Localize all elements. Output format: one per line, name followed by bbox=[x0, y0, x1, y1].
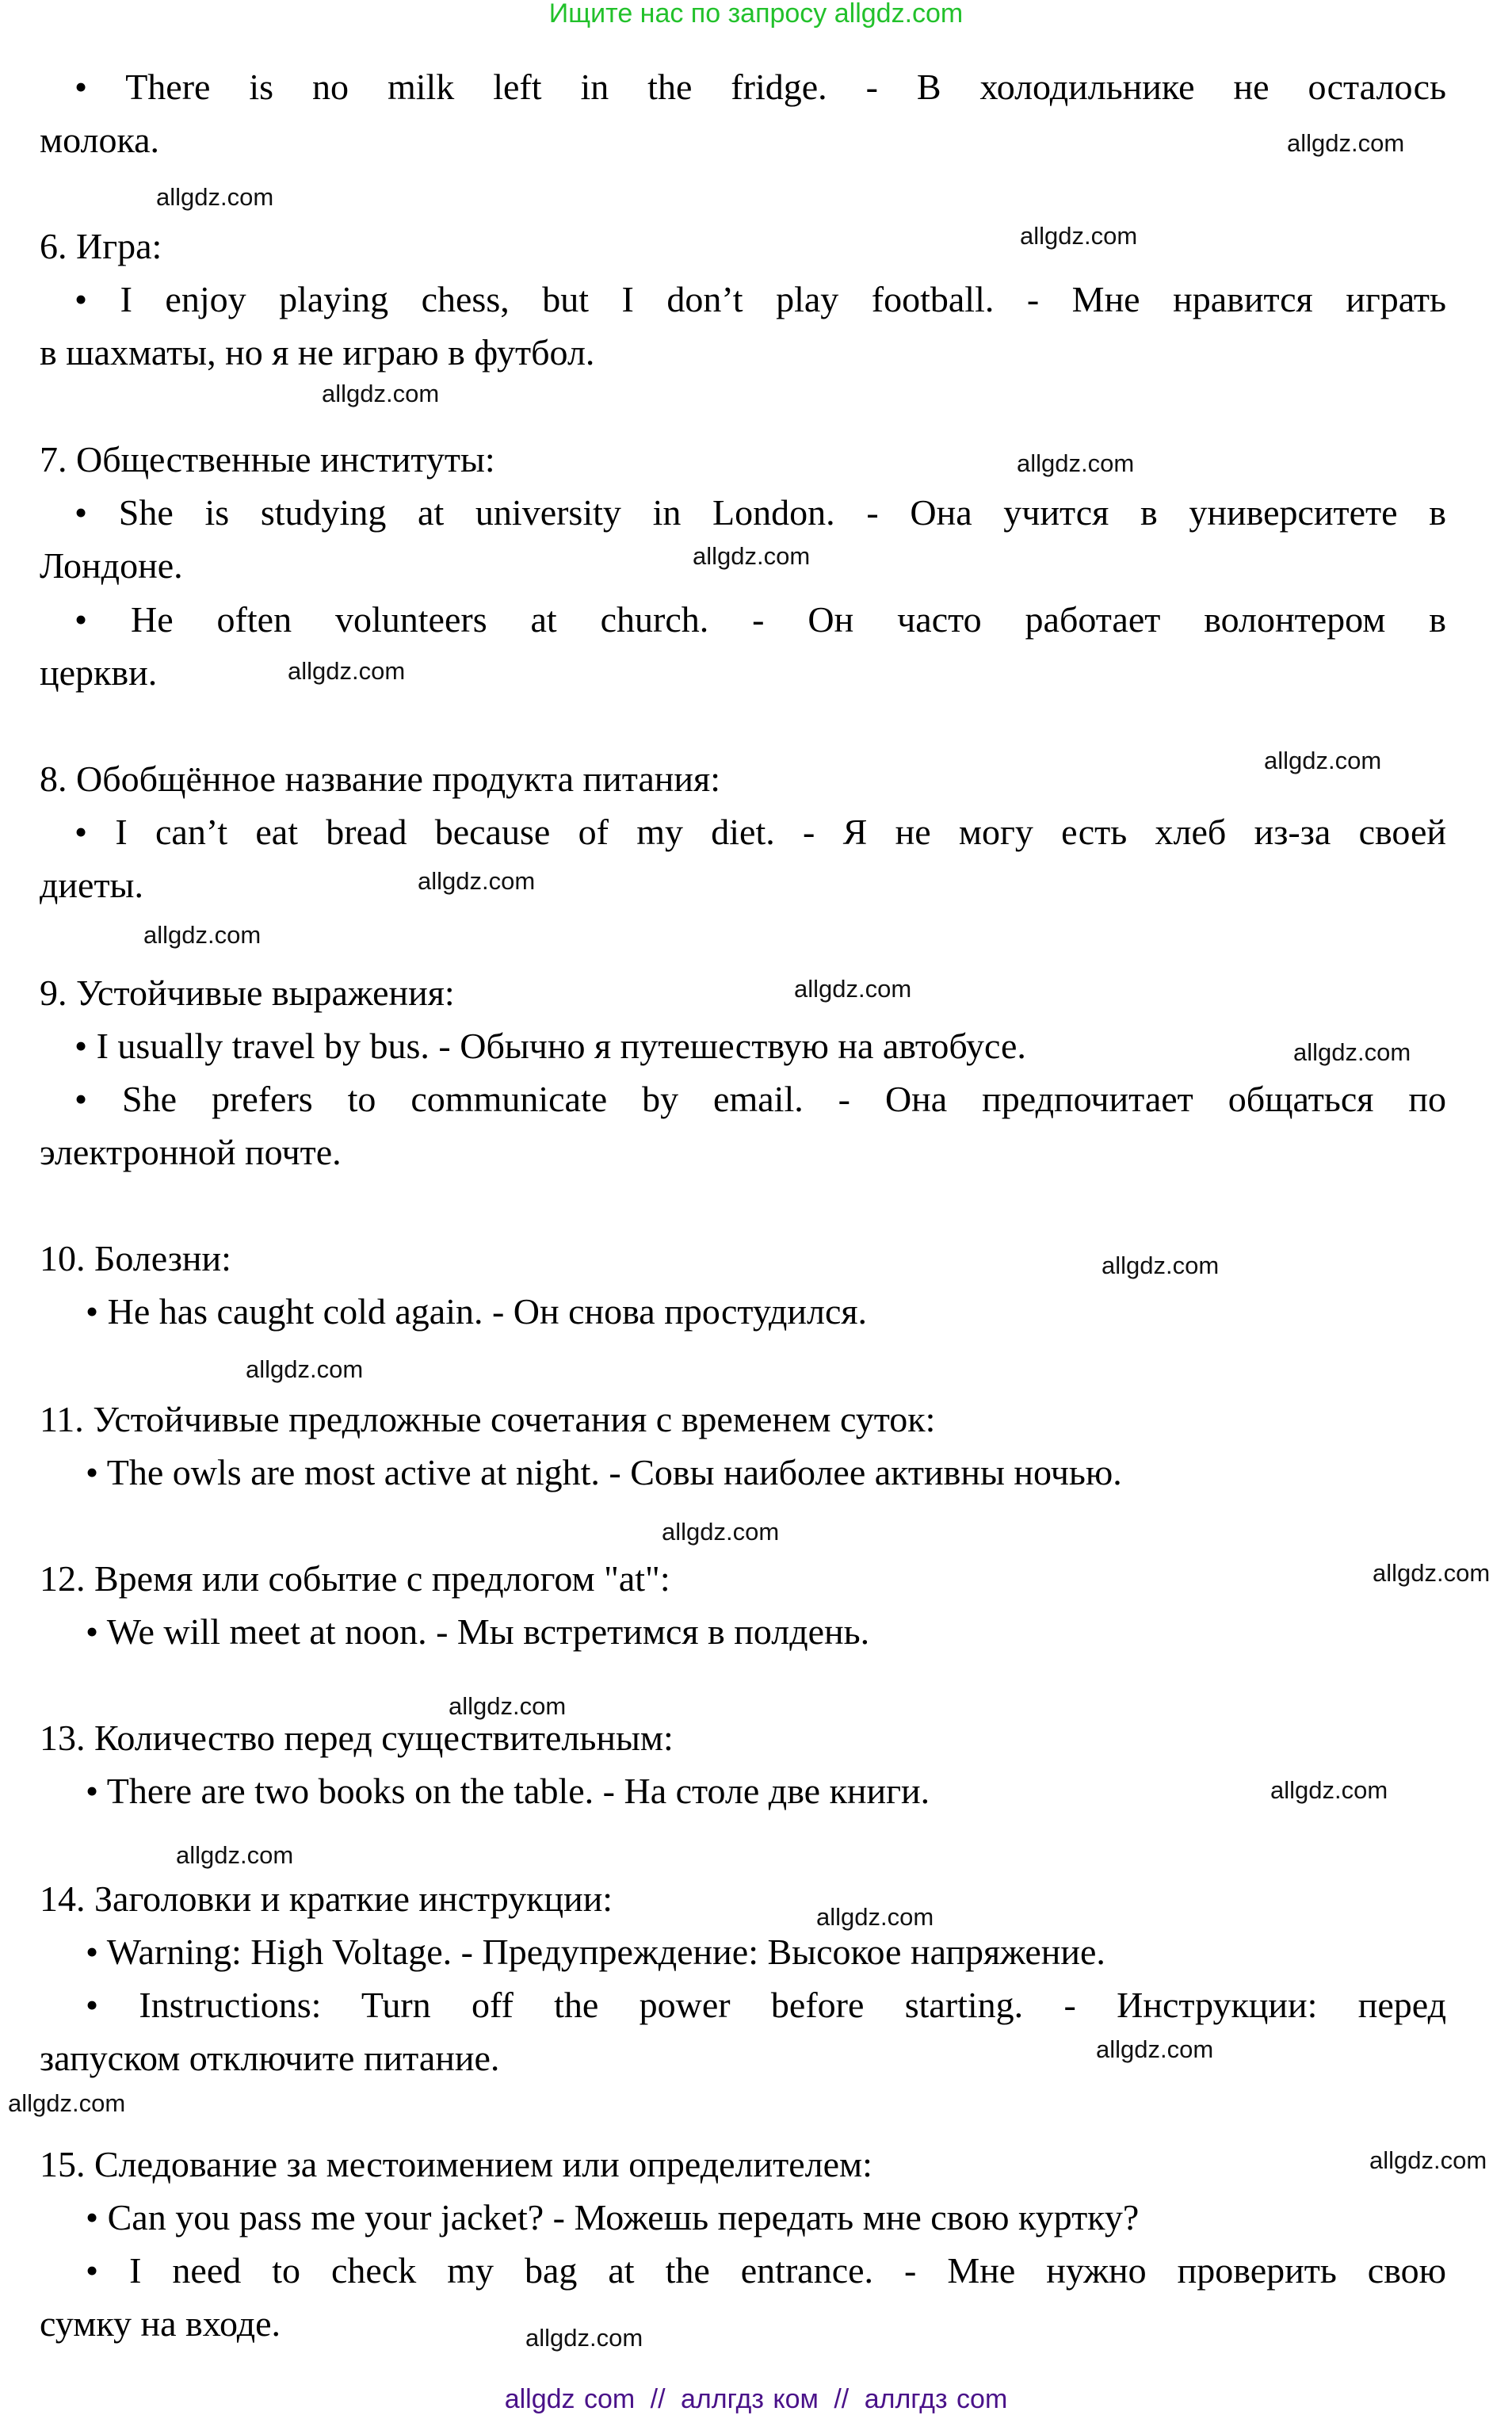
bullet-example bbox=[40, 273, 1446, 379]
watermark: allgdz.com bbox=[1020, 222, 1138, 250]
bullet-example bbox=[40, 1925, 1446, 1978]
text-line: • He often volunteers at church. - Он часто работает волонтером в bbox=[74, 599, 1446, 640]
bullet-example bbox=[40, 1764, 1446, 1817]
bullet-example bbox=[40, 805, 1446, 911]
bullet-example bbox=[40, 2191, 1446, 2244]
search-banner[interactable]: Ищите нас по запросу allgdz.com bbox=[548, 0, 964, 29]
watermark: allgdz.com bbox=[1373, 1559, 1491, 1587]
watermark: allgdz.com bbox=[288, 657, 406, 685]
bullet-example bbox=[40, 1285, 1446, 1338]
watermark: allgdz.com bbox=[1369, 2146, 1487, 2174]
watermark: allgdz.com bbox=[418, 867, 536, 895]
text-line: запуском отключите питание. bbox=[40, 2038, 500, 2078]
section-heading bbox=[40, 1552, 1446, 1605]
bullet-example bbox=[40, 2244, 1446, 2350]
heading-text: 10. Болезни: bbox=[40, 1238, 231, 1278]
watermark: allgdz.com bbox=[449, 1692, 567, 1720]
section-heading bbox=[40, 2138, 1446, 2191]
section-heading bbox=[40, 1393, 1446, 1446]
bullet-example bbox=[40, 1072, 1446, 1179]
text-line: Лондоне. bbox=[40, 545, 183, 586]
section-heading bbox=[40, 220, 1446, 273]
text-line: электронной почте. bbox=[40, 1132, 342, 1172]
text-line: • I enjoy playing chess, but I don’t play football. - Мне нравится играть bbox=[74, 279, 1446, 319]
section-heading bbox=[40, 752, 1446, 805]
text-line: диеты. bbox=[40, 865, 143, 905]
section-heading bbox=[40, 1232, 1446, 1285]
section-heading bbox=[40, 966, 1446, 1019]
watermark: allgdz.com bbox=[1270, 1776, 1388, 1804]
heading-text: 8. Обобщённое название продукта питания: bbox=[40, 759, 720, 799]
text-line: • He has caught cold again. - Он снова простудился. bbox=[86, 1291, 868, 1332]
text-line: • She prefers to communicate by email. - Она предпочитает общаться по bbox=[74, 1079, 1446, 1119]
watermark: allgdz.com bbox=[176, 1841, 294, 1869]
section-heading bbox=[40, 1872, 1446, 1925]
text-line: • Warning: High Voltage. - Предупреждение: Высокое напряжение. bbox=[86, 1932, 1105, 1972]
heading-text: 6. Игра: bbox=[40, 226, 162, 266]
watermark: allgdz.com bbox=[693, 542, 811, 570]
bullet-example bbox=[40, 593, 1446, 699]
footer-link[interactable]: аллгдз ком bbox=[681, 2384, 819, 2414]
bullet-example bbox=[40, 60, 1446, 166]
footer-links bbox=[0, 2384, 1512, 2415]
section-heading bbox=[40, 1711, 1446, 1764]
text-line: сумку на входе. bbox=[40, 2303, 281, 2344]
watermark: allgdz.com bbox=[816, 1903, 934, 1931]
text-line: • Instructions: Turn off the power before starting. - Инструкции: перед bbox=[86, 1985, 1446, 2025]
text-line: в шахматы, но я не играю в футбол. bbox=[40, 332, 595, 373]
bullet-example bbox=[40, 1605, 1446, 1658]
watermark: allgdz.com bbox=[1017, 449, 1135, 477]
text-line: • I usually travel by bus. - Обычно я путешествую на автобусе. bbox=[74, 1026, 1026, 1066]
footer-separator: // bbox=[834, 2384, 850, 2414]
watermark: allgdz.com bbox=[662, 1518, 780, 1546]
heading-text: 9. Устойчивые выражения: bbox=[40, 973, 455, 1013]
section-heading bbox=[40, 433, 1446, 486]
text-line: церкви. bbox=[40, 652, 158, 693]
watermark: allgdz.com bbox=[1287, 129, 1405, 157]
watermark: allgdz.com bbox=[246, 1355, 364, 1383]
watermark: allgdz.com bbox=[322, 380, 440, 407]
text-line: молока. bbox=[40, 120, 160, 160]
text-line: • The owls are most active at night. - Совы наиболее активны ночью. bbox=[86, 1452, 1122, 1492]
text-line: • We will meet at noon. - Мы встретимся в полдень. bbox=[86, 1611, 870, 1652]
bullet-example bbox=[40, 1019, 1446, 1072]
heading-text: 11. Устойчивые предложные сочетания с временем суток: bbox=[40, 1399, 936, 1439]
heading-text: 14. Заголовки и краткие инструкции: bbox=[40, 1878, 613, 1919]
bullet-example bbox=[40, 1978, 1446, 2085]
heading-text: 15. Следование за местоимением или определителем: bbox=[40, 2144, 872, 2184]
heading-text: 7. Общественные институты: bbox=[40, 439, 495, 480]
heading-text: 12. Время или событие с предлогом "at": bbox=[40, 1558, 670, 1599]
watermark: allgdz.com bbox=[1102, 1252, 1220, 1279]
watermark: allgdz.com bbox=[8, 2089, 126, 2117]
footer-link[interactable]: allgdz com bbox=[504, 2384, 636, 2414]
watermark: allgdz.com bbox=[143, 921, 262, 949]
watermark: allgdz.com bbox=[1264, 747, 1382, 774]
text-line: • There are two books on the table. - На столе две книги. bbox=[86, 1771, 930, 1811]
text-line: • I can’t eat bread because of my diet. - Я не могу есть хлеб из-за своей bbox=[74, 812, 1446, 852]
text-line: • She is studying at university in London. - Она учится в университете в bbox=[74, 492, 1446, 533]
text-line: • I need to check my bag at the entrance. - Мне нужно проверить свою bbox=[86, 2250, 1446, 2291]
footer-separator: // bbox=[650, 2384, 666, 2414]
bullet-example bbox=[40, 486, 1446, 592]
bullet-example bbox=[40, 1446, 1446, 1499]
text-line: • Can you pass me your jacket? - Можешь передать мне свою куртку? bbox=[86, 2197, 1140, 2237]
heading-text: 13. Количество перед существительным: bbox=[40, 1718, 674, 1758]
watermark: allgdz.com bbox=[1293, 1038, 1411, 1066]
watermark: allgdz.com bbox=[156, 183, 274, 211]
watermark: allgdz.com bbox=[1096, 2035, 1214, 2063]
watermark: allgdz.com bbox=[525, 2324, 643, 2352]
watermark: allgdz.com bbox=[794, 975, 912, 1003]
footer-link[interactable]: аллгдз com bbox=[864, 2384, 1008, 2414]
text-line: • There is no milk left in the fridge. - В холодильнике не осталось bbox=[74, 67, 1446, 107]
